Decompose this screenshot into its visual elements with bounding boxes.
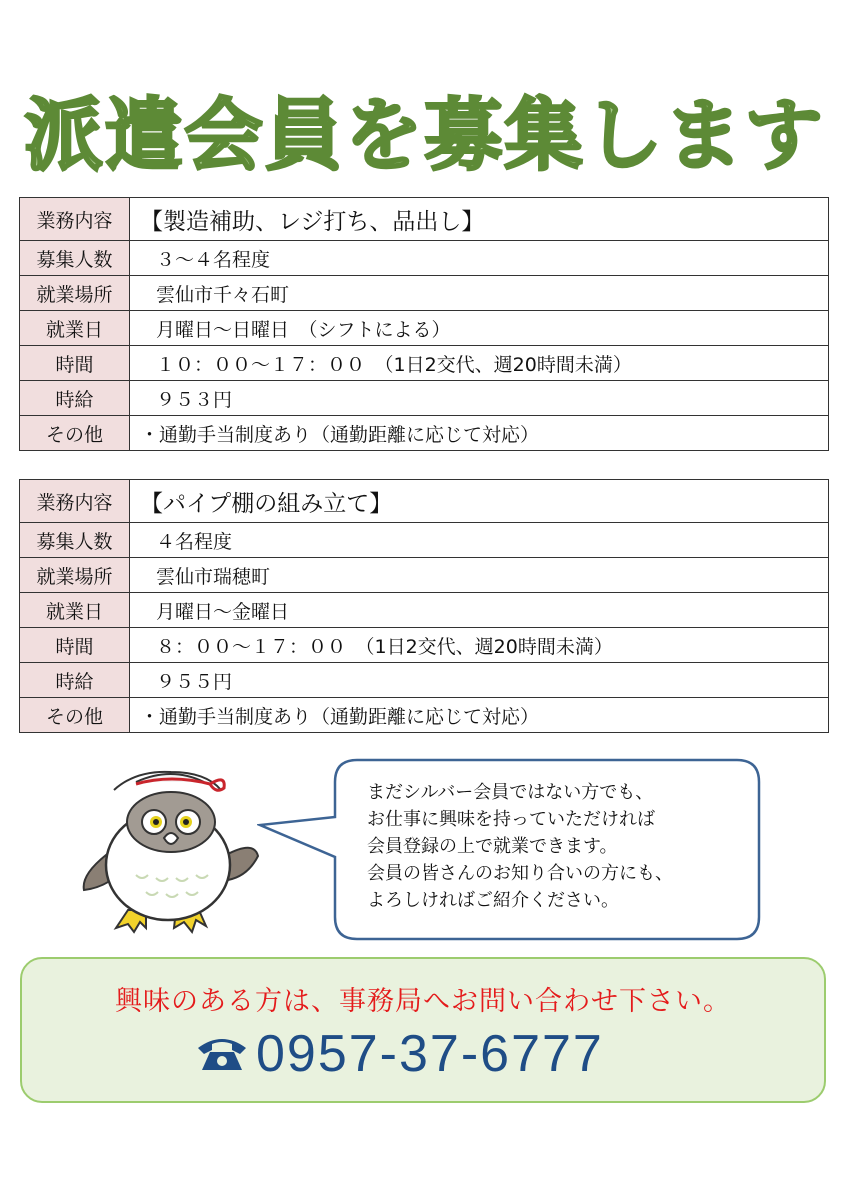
row-label: 就業場所 xyxy=(20,558,130,593)
row-label: 業務内容 xyxy=(20,480,130,523)
row-value: 雲仙市瑞穂町 xyxy=(130,558,829,593)
phone-number[interactable]: 0957-37-6777 xyxy=(256,1025,604,1083)
phone-number-row[interactable] xyxy=(194,1019,604,1089)
table-row xyxy=(20,628,829,663)
row-label: 時間 xyxy=(20,628,130,663)
table-row xyxy=(20,241,829,276)
row-value: ・通勤手当制度あり（通勤距離に応じて対応） xyxy=(130,698,829,733)
row-label: 就業場所 xyxy=(20,276,130,311)
table-row xyxy=(20,311,829,346)
table-row xyxy=(20,698,829,733)
table-row xyxy=(20,480,829,523)
job-title: 【パイプ棚の組み立て】 xyxy=(130,480,829,523)
bubble-line: 会員登録の上で就業できます。 xyxy=(367,836,618,857)
bubble-text xyxy=(367,779,747,914)
table-row xyxy=(20,346,829,381)
row-label: 時給 xyxy=(20,663,130,698)
row-label: 時給 xyxy=(20,381,130,416)
row-value: ９５３円 xyxy=(130,381,829,416)
table-row xyxy=(20,198,829,241)
table-row xyxy=(20,276,829,311)
job-table-2 xyxy=(19,479,829,733)
bubble-line: お仕事に興味を持っていただければ xyxy=(367,809,655,830)
row-value: ３～４名程度 xyxy=(130,241,829,276)
row-value: ８：００～１７：００ （1日2交代、週20時間未満） xyxy=(130,628,829,663)
row-label: 募集人数 xyxy=(20,523,130,558)
owl-mascot-illustration xyxy=(76,760,276,940)
row-label: 就業日 xyxy=(20,311,130,346)
speech-bubble xyxy=(337,757,761,940)
telephone-icon xyxy=(194,1034,250,1074)
row-value: 月曜日～金曜日 xyxy=(130,593,829,628)
table-row xyxy=(20,523,829,558)
bubble-line: 会員の皆さんのお知り合いの方にも、 xyxy=(367,863,673,884)
table-row xyxy=(20,416,829,451)
row-value: 雲仙市千々石町 xyxy=(130,276,829,311)
contact-box xyxy=(20,957,826,1103)
row-label: その他 xyxy=(20,698,130,733)
bubble-line: よろしければご紹介ください。 xyxy=(367,890,619,911)
row-label: 業務内容 xyxy=(20,198,130,241)
row-label: その他 xyxy=(20,416,130,451)
row-label: 時間 xyxy=(20,346,130,381)
job-table-1 xyxy=(19,197,829,451)
row-value: １０：００～１７：００ （1日2交代、週20時間未満） xyxy=(130,346,829,381)
table-row xyxy=(20,558,829,593)
row-value: ９５５円 xyxy=(130,663,829,698)
table-row xyxy=(20,381,829,416)
row-label: 就業日 xyxy=(20,593,130,628)
job-title: 【製造補助、レジ打ち、品出し】 xyxy=(130,198,829,241)
contact-message: 興味のある方は、事務局へお問い合わせ下さい。 xyxy=(115,986,731,1017)
table-row xyxy=(20,593,829,628)
page-title: 派遣会員を募集します xyxy=(24,91,825,181)
bubble-line: まだシルバー会員ではない方でも、 xyxy=(367,782,654,803)
row-value: ４名程度 xyxy=(130,523,829,558)
row-value: ・通勤手当制度あり（通勤距離に応じて対応） xyxy=(130,416,829,451)
row-value: 月曜日～日曜日 （シフトによる） xyxy=(130,311,829,346)
row-label: 募集人数 xyxy=(20,241,130,276)
table-row xyxy=(20,663,829,698)
